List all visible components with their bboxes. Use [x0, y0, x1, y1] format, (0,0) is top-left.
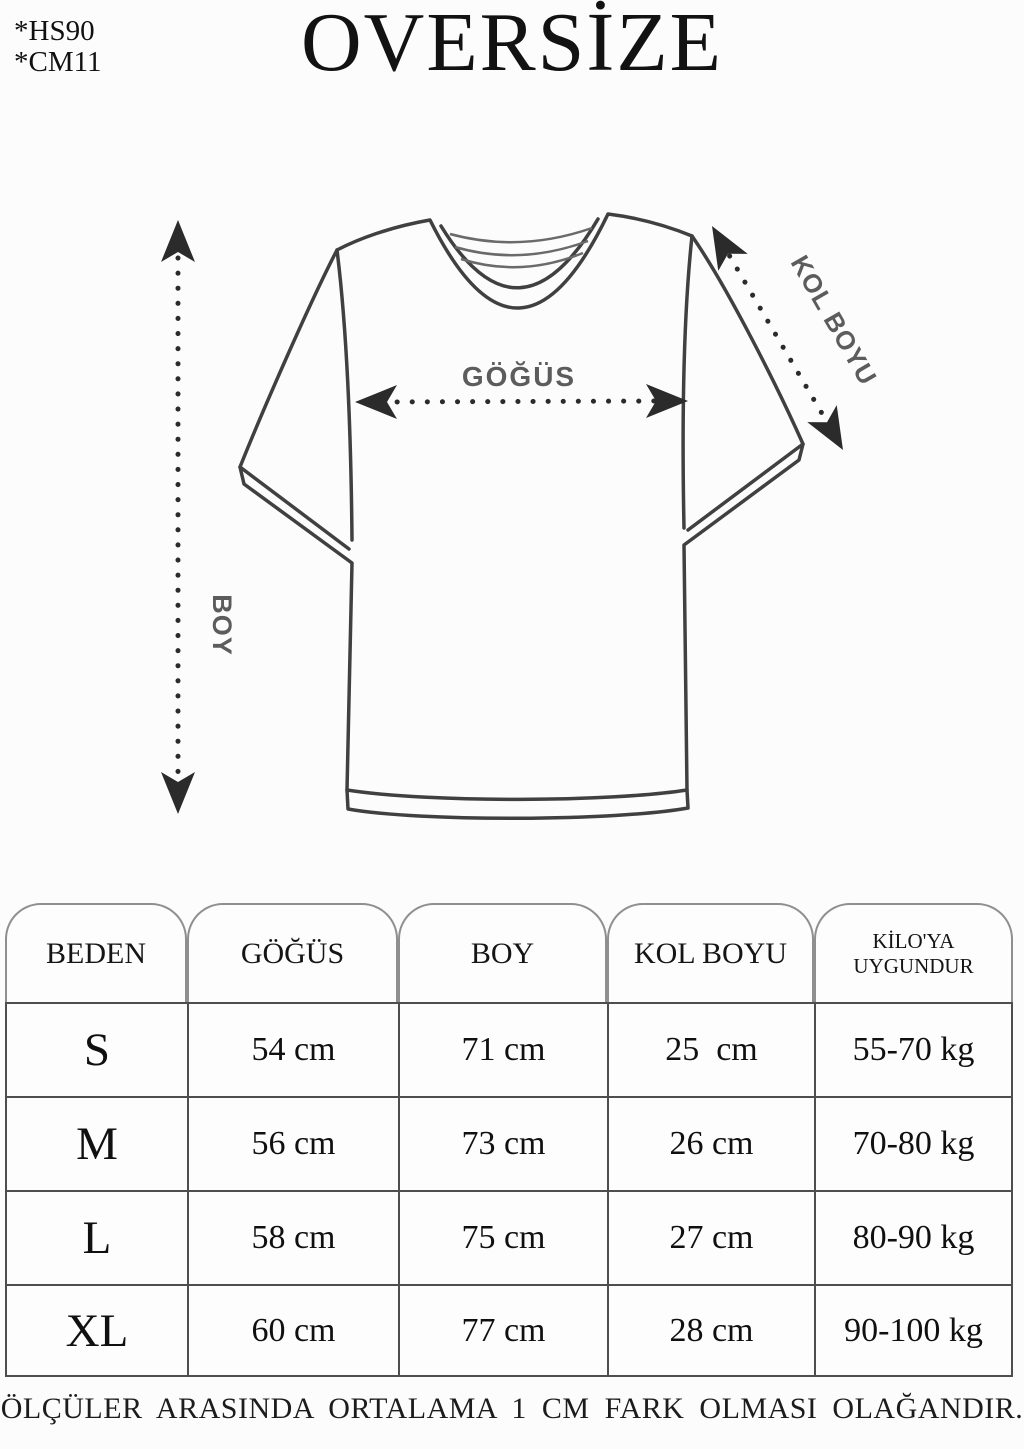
weight-cell: 80-90 kg [814, 1192, 1011, 1284]
chest-cell: 60 cm [187, 1286, 398, 1375]
column-header-beden: BEDEN [5, 903, 187, 1002]
size-cell: L [82, 1212, 112, 1264]
tshirt-outline [240, 214, 803, 818]
right-armhole-seam [683, 236, 692, 528]
table-row [7, 1190, 1011, 1284]
table-row [7, 1002, 1011, 1096]
size-table [5, 903, 1013, 1377]
size-cell: XL [65, 1304, 129, 1357]
size-table-header [5, 903, 1013, 1002]
chest-cell: 58 cm [187, 1192, 398, 1284]
sleeve-cell: 27 cm [607, 1192, 814, 1284]
table-row [7, 1096, 1011, 1190]
column-header-kilo: KİLO'YA UYGUNDUR [814, 903, 1013, 1002]
length-arrow [161, 220, 237, 814]
weight-cell: 70-80 kg [814, 1098, 1011, 1190]
chest-label: GÖĞÜS [461, 361, 577, 392]
length-cell: 77 cm [398, 1286, 607, 1375]
sleeve-label: KOL BOYU [784, 250, 884, 391]
sleeve-cell: 26 cm [607, 1098, 814, 1190]
size-table-body [5, 1002, 1013, 1377]
product-code-1: *HS90 [14, 15, 95, 47]
length-cell: 71 cm [398, 1004, 607, 1096]
right-cuff-seam [688, 444, 803, 530]
column-header-gogus: GÖĞÜS [187, 903, 398, 1002]
column-header-boy: BOY [398, 903, 607, 1002]
weight-cell: 55-70 kg [814, 1004, 1011, 1096]
column-header-kol-boyu: KOL BOYU [607, 903, 814, 1002]
hem-seam [347, 790, 687, 799]
tshirt-diagram [0, 150, 1024, 890]
chest-arrow [355, 361, 688, 419]
left-cuff-seam [240, 467, 349, 549]
sleeve-cell: 28 cm [607, 1286, 814, 1375]
page-title: OVERSİZE [301, 0, 723, 89]
chest-cell: 56 cm [187, 1098, 398, 1190]
table-row [7, 1284, 1011, 1375]
weight-cell: 90-100 kg [814, 1286, 1011, 1375]
sleeve-arrow [697, 218, 883, 459]
length-cell: 75 cm [398, 1192, 607, 1284]
length-label: BOY [207, 594, 237, 656]
length-cell: 73 cm [398, 1098, 607, 1190]
size-cell: M [76, 1118, 118, 1170]
product-code-2: *CM11 [14, 45, 102, 78]
sleeve-cell: 25 cm [607, 1004, 814, 1096]
left-armhole-seam [337, 250, 352, 540]
collar-ribs [450, 228, 592, 267]
chest-cell: 54 cm [187, 1004, 398, 1096]
tolerance-note: ÖLÇÜLER ARASINDA ORTALAMA 1 CM FARK OLMASI OLAĞANDIR. [0, 1392, 1024, 1425]
size-cell: S [83, 1024, 111, 1076]
